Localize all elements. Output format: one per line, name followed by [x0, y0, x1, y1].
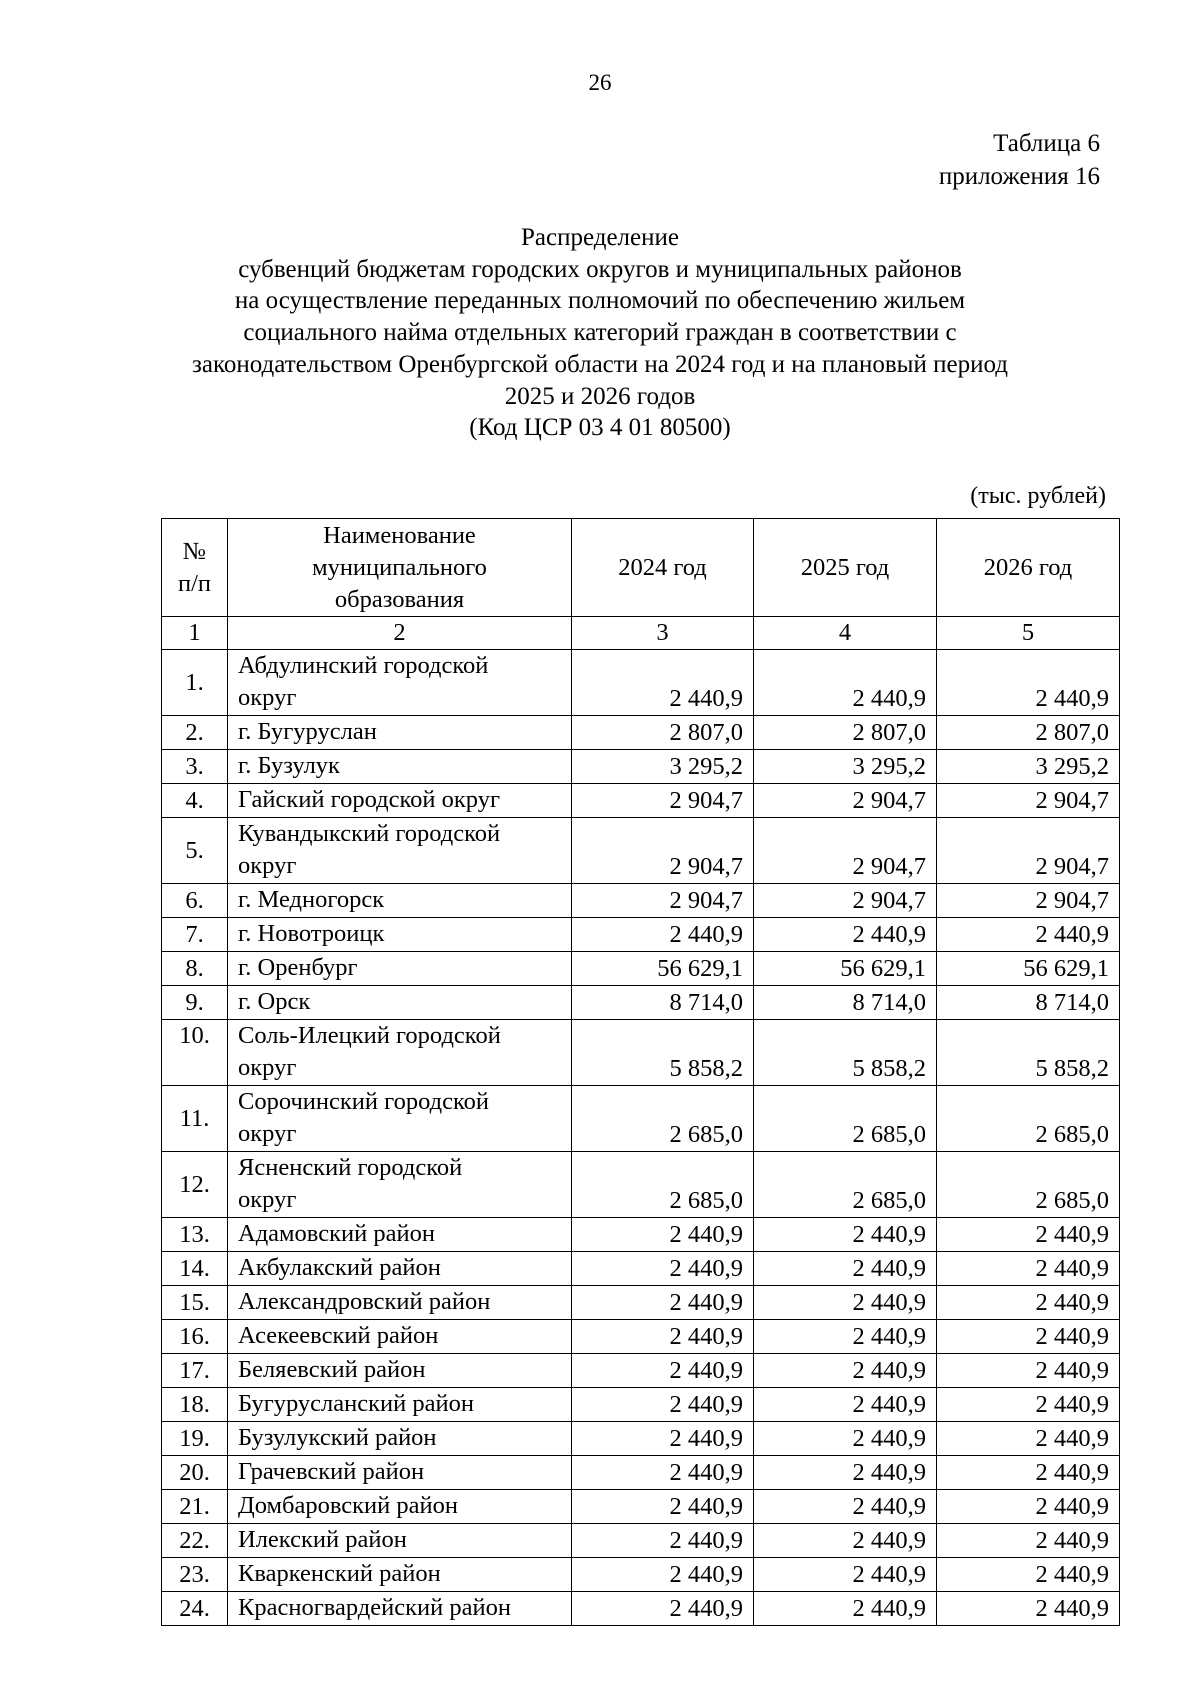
- municipality-name: [228, 784, 572, 818]
- table-row: [162, 1286, 1120, 1320]
- municipality-name: [228, 1152, 572, 1218]
- municipality-name: [228, 1320, 572, 1354]
- row-number: 10.: [162, 1020, 228, 1086]
- column-number: 1: [162, 617, 228, 650]
- value-2026: 2 440,9: [937, 1320, 1120, 1354]
- header-num: [162, 519, 228, 617]
- value-2024: 2 440,9: [572, 1592, 754, 1626]
- municipality-name-line: г. Оренбург: [238, 954, 358, 981]
- municipality-name-line: Абдулинский городской: [238, 652, 489, 679]
- value-2024: 2 904,7: [572, 784, 754, 818]
- municipality-name: [228, 1286, 572, 1320]
- page-number: 26: [588, 70, 612, 95]
- value-2026: 2 904,7: [937, 818, 1120, 884]
- municipality-name: [228, 1252, 572, 1286]
- value-2025: 3 295,2: [754, 750, 937, 784]
- value-2024: 2 440,9: [572, 1218, 754, 1252]
- municipality-name-line: Бугурусланский район: [238, 1390, 474, 1417]
- municipality-name: [228, 1218, 572, 1252]
- value-2026: 2 440,9: [937, 1286, 1120, 1320]
- value-2026: 2 440,9: [937, 1252, 1120, 1286]
- header-2024: 2024 год: [572, 519, 754, 617]
- row-number: 8.: [162, 952, 228, 986]
- value-2026: 2 440,9: [937, 1558, 1120, 1592]
- value-2025: 5 858,2: [754, 1020, 937, 1086]
- value-2024: 2 440,9: [572, 1456, 754, 1490]
- value-2024: 56 629,1: [572, 952, 754, 986]
- municipality-name: [228, 1388, 572, 1422]
- title-line: Распределение: [521, 224, 679, 251]
- table-row: [162, 650, 1120, 716]
- row-number: 1.: [162, 650, 228, 716]
- value-2026: 2 807,0: [937, 716, 1120, 750]
- municipality-name: [228, 1456, 572, 1490]
- value-2025: 2 440,9: [754, 1558, 937, 1592]
- value-2024: 2 440,9: [572, 1422, 754, 1456]
- table-row: [162, 1354, 1120, 1388]
- value-2025: 2 904,7: [754, 784, 937, 818]
- table-row: [162, 1020, 1120, 1086]
- municipality-name-line: Александровский район: [238, 1288, 491, 1315]
- value-2026: 2 440,9: [937, 1388, 1120, 1422]
- table-row: [162, 1524, 1120, 1558]
- value-2025: 2 440,9: [754, 1456, 937, 1490]
- table-reference: [700, 127, 1100, 193]
- value-2026: 3 295,2: [937, 750, 1120, 784]
- header-2026: 2026 год: [937, 519, 1120, 617]
- value-2024: 2 440,9: [572, 650, 754, 716]
- row-number: 24.: [162, 1592, 228, 1626]
- value-2025: 2 807,0: [754, 716, 937, 750]
- header-2025: 2025 год: [754, 519, 937, 617]
- value-2026: 2 440,9: [937, 1490, 1120, 1524]
- municipality-name: [228, 1354, 572, 1388]
- row-number: 17.: [162, 1354, 228, 1388]
- municipality-name-line: г. Бугуруслан: [238, 718, 377, 745]
- municipality-name: [228, 1524, 572, 1558]
- municipality-name: [228, 750, 572, 784]
- value-2026: 2 440,9: [937, 1218, 1120, 1252]
- municipality-name: [228, 884, 572, 918]
- value-2026: 2 440,9: [937, 650, 1120, 716]
- column-number-row: [162, 617, 1120, 650]
- municipality-name: [228, 1490, 572, 1524]
- row-number: 21.: [162, 1490, 228, 1524]
- value-2025: 2 440,9: [754, 650, 937, 716]
- value-2025: 2 440,9: [754, 1490, 937, 1524]
- header-name-line: муниципального: [312, 553, 487, 581]
- municipality-name-line: Ясненский городской: [238, 1154, 463, 1181]
- value-2024: 2 440,9: [572, 1354, 754, 1388]
- table-row: [162, 884, 1120, 918]
- row-number: 5.: [162, 818, 228, 884]
- table-row: [162, 1558, 1120, 1592]
- municipality-name-line: г. Медногорск: [238, 886, 385, 913]
- table-row: [162, 1252, 1120, 1286]
- municipality-name-line: Кваркенский район: [238, 1560, 441, 1587]
- table-row: [162, 818, 1120, 884]
- value-2024: 3 295,2: [572, 750, 754, 784]
- table-row: [162, 1152, 1120, 1218]
- municipality-name-line: Бузулукский район: [238, 1424, 437, 1451]
- municipality-name-line: Домбаровский район: [238, 1492, 458, 1519]
- table-row: [162, 1592, 1120, 1626]
- table-row: [162, 1456, 1120, 1490]
- units-label: (тыс. рублей): [970, 483, 1106, 509]
- municipality-name: [228, 1558, 572, 1592]
- municipality-name: [228, 918, 572, 952]
- municipality-name: [228, 650, 572, 716]
- value-2024: 2 685,0: [572, 1086, 754, 1152]
- value-2026: 2 440,9: [937, 918, 1120, 952]
- municipality-name-line: округ: [238, 1120, 297, 1147]
- value-2026: 56 629,1: [937, 952, 1120, 986]
- municipality-name-line: Красногвардейский район: [238, 1594, 511, 1621]
- header-num-line: №: [182, 537, 207, 565]
- title-line: социального найма отдельных категорий граждан в соответствии с: [243, 319, 957, 347]
- value-2026: 2 440,9: [937, 1422, 1120, 1456]
- table-row: [162, 918, 1120, 952]
- municipality-name-line: округ: [238, 1186, 297, 1213]
- value-2024: 2 440,9: [572, 1524, 754, 1558]
- value-2025: 2 440,9: [754, 918, 937, 952]
- municipality-name: [228, 1422, 572, 1456]
- municipality-name: [228, 1020, 572, 1086]
- row-number: 22.: [162, 1524, 228, 1558]
- municipality-name-line: округ: [238, 852, 297, 879]
- table-row: [162, 716, 1120, 750]
- row-number: 7.: [162, 918, 228, 952]
- table-row: [162, 1218, 1120, 1252]
- municipality-name-line: г. Новотроицк: [238, 920, 385, 947]
- document-title: [150, 222, 1050, 444]
- row-number: 2.: [162, 716, 228, 750]
- table-row: [162, 1490, 1120, 1524]
- title-line: 2025 и 2026 годов: [504, 382, 696, 410]
- row-number: 9.: [162, 986, 228, 1020]
- municipality-name-line: округ: [238, 684, 297, 711]
- column-number: 3: [572, 617, 754, 650]
- title-line: субвенций бюджетам городских округов и муниципальных районов: [238, 255, 962, 283]
- value-2026: 2 685,0: [937, 1152, 1120, 1218]
- value-2024: 2 904,7: [572, 818, 754, 884]
- value-2026: 2 440,9: [937, 1456, 1120, 1490]
- value-2026: 2 440,9: [937, 1592, 1120, 1626]
- table-ref-line: приложения 16: [938, 163, 1100, 190]
- value-2025: 2 685,0: [754, 1152, 937, 1218]
- table-row: [162, 1320, 1120, 1354]
- subvention-table: [161, 518, 1120, 1626]
- table-row: [162, 1422, 1120, 1456]
- municipality-name-line: Адамовский район: [238, 1220, 435, 1247]
- municipality-name-line: Илекский район: [238, 1526, 407, 1553]
- header-name: [228, 519, 572, 617]
- municipality-name: [228, 1592, 572, 1626]
- municipality-name-line: Кувандыкский городской: [238, 820, 501, 847]
- value-2026: 2 904,7: [937, 884, 1120, 918]
- row-number: 16.: [162, 1320, 228, 1354]
- row-number: 3.: [162, 750, 228, 784]
- value-2025: 2 440,9: [754, 1218, 937, 1252]
- table-row: [162, 952, 1120, 986]
- header-row: [162, 519, 1120, 617]
- value-2025: 2 440,9: [754, 1354, 937, 1388]
- header-num-line: п/п: [177, 569, 212, 597]
- row-number: 15.: [162, 1286, 228, 1320]
- value-2025: 2 685,0: [754, 1086, 937, 1152]
- value-2025: 2 440,9: [754, 1524, 937, 1558]
- value-2025: 2 440,9: [754, 1252, 937, 1286]
- row-number: 12.: [162, 1152, 228, 1218]
- value-2024: 2 440,9: [572, 1252, 754, 1286]
- value-2025: 8 714,0: [754, 986, 937, 1020]
- municipality-name-line: Грачевский район: [238, 1458, 425, 1485]
- table-ref-line: Таблица 6: [993, 130, 1100, 157]
- value-2025: 2 440,9: [754, 1320, 937, 1354]
- title-line: на осуществление переданных полномочий по обеспечению жильем: [234, 287, 966, 315]
- value-2024: 2 440,9: [572, 1558, 754, 1592]
- municipality-name-line: Соль-Илецкий городской: [238, 1022, 501, 1049]
- municipality-name-line: Асекеевский район: [238, 1322, 439, 1349]
- municipality-name-line: г. Бузулук: [238, 752, 340, 779]
- municipality-name: [228, 952, 572, 986]
- municipality-name: [228, 716, 572, 750]
- value-2025: 2 904,7: [754, 884, 937, 918]
- municipality-name: [228, 1086, 572, 1152]
- municipality-name-line: Гайский городской округ: [238, 786, 501, 813]
- column-number: 5: [937, 617, 1120, 650]
- table-row: [162, 986, 1120, 1020]
- municipality-name-line: Беляевский район: [238, 1356, 426, 1383]
- value-2024: 8 714,0: [572, 986, 754, 1020]
- value-2026: 2 904,7: [937, 784, 1120, 818]
- municipality-name-line: Акбулакский район: [238, 1254, 441, 1281]
- municipality-name: [228, 986, 572, 1020]
- table-row: [162, 1388, 1120, 1422]
- value-2026: 8 714,0: [937, 986, 1120, 1020]
- table-row: [162, 1086, 1120, 1152]
- value-2024: 2 440,9: [572, 918, 754, 952]
- municipality-name: [228, 818, 572, 884]
- value-2026: 2 440,9: [937, 1524, 1120, 1558]
- row-number: 18.: [162, 1388, 228, 1422]
- municipality-name-line: г. Орск: [238, 988, 311, 1015]
- row-number: 14.: [162, 1252, 228, 1286]
- value-2025: 56 629,1: [754, 952, 937, 986]
- column-number: 2: [228, 617, 572, 650]
- value-2025: 2 440,9: [754, 1592, 937, 1626]
- header-name-line: образования: [334, 585, 465, 613]
- title-line: законодательством Оренбургской области на 2024 год и на плановый период: [192, 350, 1008, 378]
- row-number: 20.: [162, 1456, 228, 1490]
- value-2025: 2 904,7: [754, 818, 937, 884]
- value-2025: 2 440,9: [754, 1422, 937, 1456]
- value-2024: 2 904,7: [572, 884, 754, 918]
- row-number: 23.: [162, 1558, 228, 1592]
- row-number: 4.: [162, 784, 228, 818]
- value-2024: 5 858,2: [572, 1020, 754, 1086]
- value-2024: 2 685,0: [572, 1152, 754, 1218]
- row-number: 6.: [162, 884, 228, 918]
- value-2024: 2 440,9: [572, 1286, 754, 1320]
- value-2025: 2 440,9: [754, 1286, 937, 1320]
- row-number: 13.: [162, 1218, 228, 1252]
- value-2024: 2 440,9: [572, 1320, 754, 1354]
- row-number: 11.: [162, 1086, 228, 1152]
- header-name-line: Наименование: [323, 521, 476, 549]
- municipality-name-line: округ: [238, 1054, 297, 1081]
- value-2026: 5 858,2: [937, 1020, 1120, 1086]
- table-row: [162, 784, 1120, 818]
- title-line: (Код ЦСР 03 4 01 80500): [469, 414, 731, 442]
- value-2026: 2 685,0: [937, 1086, 1120, 1152]
- value-2024: 2 440,9: [572, 1388, 754, 1422]
- row-number: 19.: [162, 1422, 228, 1456]
- value-2026: 2 440,9: [937, 1354, 1120, 1388]
- municipality-name-line: Сорочинский городской: [238, 1088, 489, 1115]
- value-2024: 2 440,9: [572, 1490, 754, 1524]
- value-2025: 2 440,9: [754, 1388, 937, 1422]
- column-number: 4: [754, 617, 937, 650]
- value-2024: 2 807,0: [572, 716, 754, 750]
- table-row: [162, 750, 1120, 784]
